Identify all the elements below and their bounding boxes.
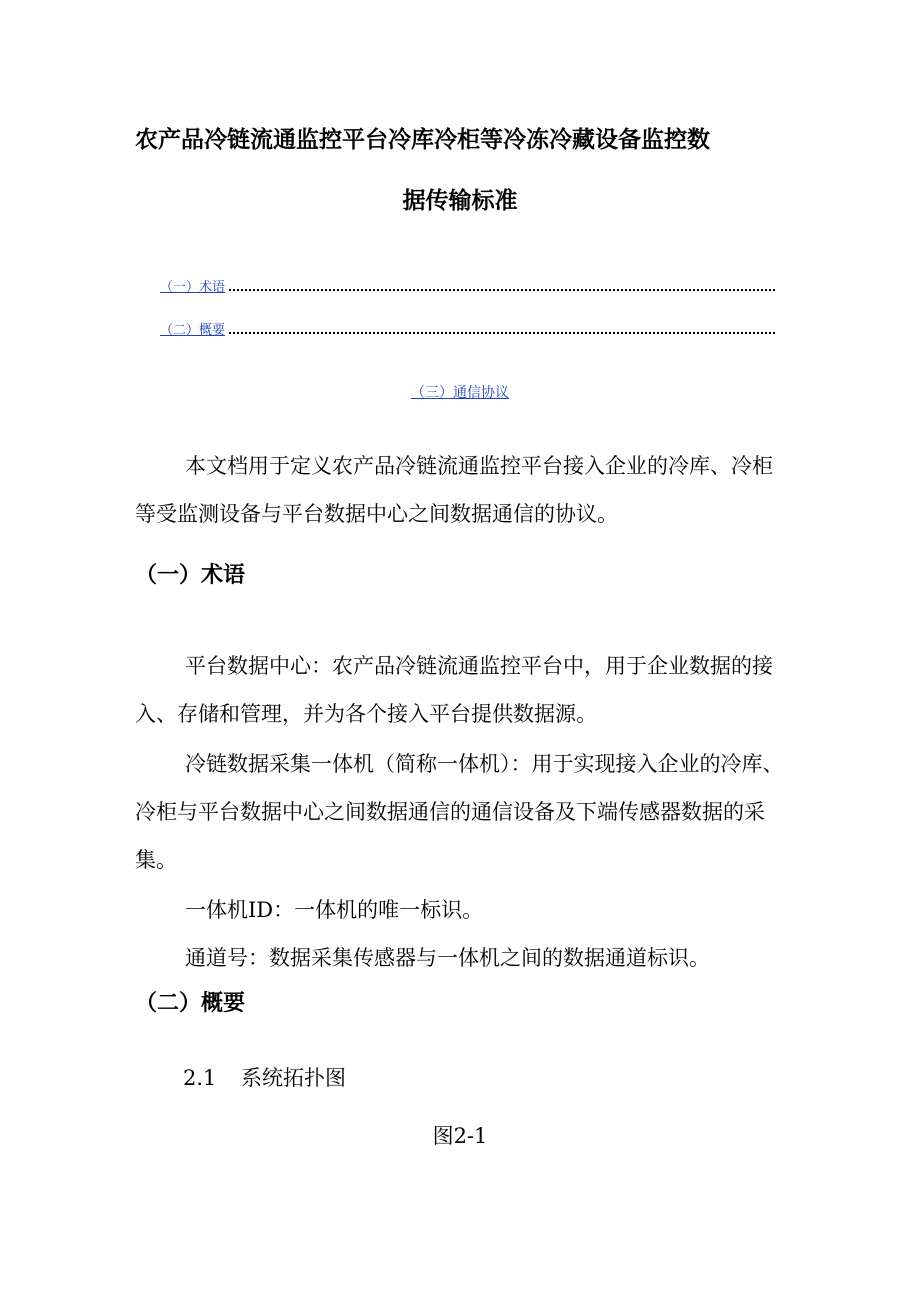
document-title-line-1: 农产品冷链流通监控平台冷库冷柜等冷冻冷藏设备监控数: [135, 127, 710, 153]
toc-link-protocol[interactable]: （三）通信协议: [411, 385, 509, 401]
section-heading-terms: （一）术语: [135, 563, 246, 588]
toc-dot-leader: [229, 318, 775, 334]
term-definition-paragraph: 通道号：数据采集传感器与一体机之间的数据通道标识。: [185, 946, 710, 970]
toc-dot-leader: [229, 275, 775, 291]
section-heading-overview: （二）概要: [135, 991, 246, 1016]
toc-link-terms[interactable]: （一）术语: [160, 280, 226, 295]
term-definition-paragraph: 一体机ID：一体机的唯一标识。: [185, 898, 484, 922]
toc-entry-terms: [160, 275, 775, 297]
intro-paragraph: 本文档用于定义农产品冷链流通监控平台接入企业的冷库、冷柜等受监测设备与平台数据中心之间数据通信的协议。: [135, 454, 773, 526]
subsection-heading: [183, 1062, 346, 1094]
subsection-title: 系统拓扑图: [241, 1066, 346, 1090]
term-definition-paragraph: 冷链数据采集一体机（简称一体机）：用于实现接入企业的冷库、冷柜与平台数据中心之间数据通信的通信设备及下端传感器数据的采集。: [135, 752, 784, 872]
term-definition-paragraph: 平台数据中心：农产品冷链流通监控平台中，用于企业数据的接入、存储和管理，并为各个接入平台提供数据源。: [135, 654, 773, 726]
subsection-number: 2.1: [183, 1066, 217, 1090]
figure-caption: 图2-1: [432, 1124, 488, 1148]
document-title-line-2: 据传输标准: [402, 188, 518, 214]
toc-link-overview[interactable]: （二）概要: [160, 323, 226, 338]
toc-entry-protocol: [0, 382, 920, 404]
toc-entry-overview: [160, 318, 775, 340]
